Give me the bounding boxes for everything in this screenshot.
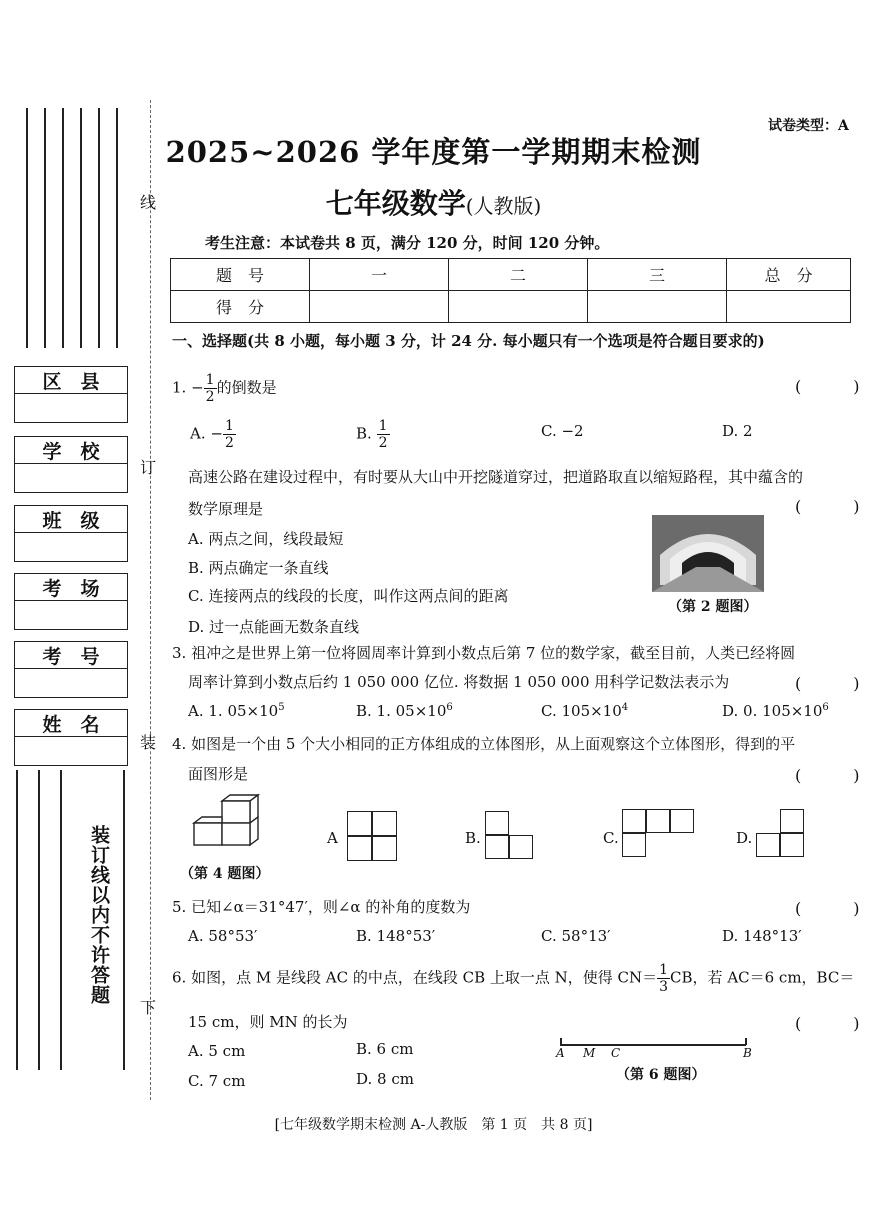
option-b[interactable]: B. 1. $05\times 10^6$	[356, 702, 453, 720]
score-header: 总 分	[727, 259, 851, 291]
option-c-grid[interactable]	[622, 809, 698, 859]
answer-parens[interactable]: ( )	[795, 766, 878, 785]
field-exam-number[interactable]	[14, 641, 128, 698]
binding-line	[123, 770, 125, 1070]
segment-tick	[745, 1038, 747, 1045]
cube-stack-figure	[188, 793, 268, 861]
option-b[interactable]: B. 两点确定一条直线	[188, 559, 329, 577]
option-d[interactable]: D. 8 cm	[356, 1070, 414, 1088]
field-class[interactable]	[14, 505, 128, 562]
page-subtitle	[0, 182, 867, 222]
score-row-label: 得 分	[171, 291, 310, 323]
option-c[interactable]: C. 58°13′	[541, 927, 611, 945]
binding-char: 下	[140, 998, 157, 1017]
option-b[interactable]: B. 6 cm	[356, 1040, 414, 1058]
binding-dashed-line	[150, 100, 151, 1100]
field-label: 考 号	[15, 642, 127, 669]
option-b-label[interactable]: B.	[465, 829, 481, 847]
score-cell[interactable]	[449, 291, 588, 323]
question-2-line: 高速公路在建设过程中，有时要从大山中开挖隧道穿过，把道路取直以缩短路程，其中蕴含的	[188, 468, 804, 486]
tunnel-icon	[652, 515, 764, 592]
point-label: M	[583, 1046, 596, 1060]
point-label: C	[611, 1046, 621, 1060]
point-label: A	[556, 1046, 565, 1060]
question-5-stem: 5. 已知∠α＝31°47′，则∠α 的补角的度数为	[172, 898, 471, 916]
question-2-line: 数学原理是	[188, 500, 264, 518]
field-name[interactable]	[14, 709, 128, 766]
page-title: 2025~2026 学年度第一学期期末检测	[165, 135, 702, 169]
score-cell[interactable]	[310, 291, 449, 323]
question-4-line: 面图形是	[188, 765, 249, 783]
binding-char: 线	[140, 193, 157, 212]
score-header: 三	[588, 259, 727, 291]
field-label: 考 场	[15, 574, 127, 601]
question-3-line: 周率计算到小数点后约 1 050 000 亿位. 将数据 1 050 000 用科学记数法表示为	[188, 673, 730, 691]
score-table	[170, 258, 851, 323]
binding-char: 订	[140, 458, 157, 477]
question-6-line: 15 cm，则 MN 的长为	[188, 1013, 348, 1031]
question-4-line: 4. 如图是一个由 5 个大小相同的正方体组成的立体图形，从上面观察这个立体图形，得到的平	[172, 735, 796, 753]
point-label: B	[743, 1046, 752, 1060]
answer-parens[interactable]: ( )	[795, 674, 878, 693]
option-d-label[interactable]: D.	[736, 829, 753, 847]
answer-parens[interactable]: ( )	[795, 1014, 878, 1033]
binding-warning: 装订线以内不许答题	[88, 825, 110, 1005]
segment-tick	[560, 1038, 562, 1045]
option-a[interactable]: A. − $\frac{1}{2}$	[190, 418, 234, 451]
answer-parens[interactable]: ( )	[795, 899, 878, 918]
field-school[interactable]	[14, 436, 128, 493]
option-c[interactable]: C. 连接两点的线段的长度，叫作这两点间的距离	[188, 587, 509, 605]
option-d[interactable]: D. 0. $105\times 10^6$	[722, 702, 829, 720]
score-header: 二	[449, 259, 588, 291]
tunnel-photo	[652, 515, 764, 592]
option-a-label[interactable]: A	[327, 829, 338, 847]
question-1-stem: 1. − $\frac{1}{2}$ 的倒数是	[172, 372, 277, 405]
option-c[interactable]: C. 7 cm	[188, 1072, 246, 1090]
option-c-label[interactable]: C.	[603, 829, 619, 847]
field-label: 区 县	[15, 367, 127, 394]
option-b-grid[interactable]	[485, 811, 545, 861]
score-cell[interactable]	[588, 291, 727, 323]
answer-parens[interactable]: ( )	[795, 497, 878, 516]
option-b[interactable]: B. $\frac{1}{2}$	[356, 418, 388, 451]
option-d[interactable]: D. 2	[722, 422, 753, 440]
option-c[interactable]: C. $105\times 10^4$	[541, 702, 629, 720]
figure-caption: （第 6 题图）	[616, 1067, 706, 1083]
subtitle-edition: (人教版)	[465, 194, 542, 218]
page-footer: [七年级数学期末检测 A-人教版 第 1 页 共 8 页]	[274, 1117, 593, 1133]
exam-notice: 考生注意：本试卷共 8 页，满分 120 分，时间 120 分钟。	[205, 234, 610, 252]
question-6-line: 6. 如图，点 M 是线段 AC 的中点，在线段 CB 上取一点 N，使得 CN＝ $\frac{1}{3}$ CB，若 AC＝6 cm，BC＝	[172, 962, 855, 995]
score-cell[interactable]	[727, 291, 851, 323]
question-3-line: 3. 祖冲之是世界上第一位将圆周率计算到小数点后第 7 位的数学家，截至目前，人类已经将圆	[172, 644, 796, 662]
option-a[interactable]: A. 1. $05\times 10^5$	[188, 702, 285, 720]
option-d-grid[interactable]	[756, 809, 808, 859]
binding-line	[38, 770, 40, 1070]
option-a[interactable]: A. 两点之间，线段最短	[188, 530, 344, 548]
option-b[interactable]: B. 148°53′	[356, 927, 436, 945]
option-a[interactable]: A. 58°53′	[188, 927, 258, 945]
answer-parens[interactable]: ( )	[795, 377, 878, 396]
field-label: 姓 名	[15, 710, 127, 737]
option-c[interactable]: C. −2	[541, 422, 584, 440]
option-d[interactable]: D. 过一点能画无数条直线	[188, 618, 360, 636]
field-label: 班 级	[15, 506, 127, 533]
option-d[interactable]: D. 148°13′	[722, 927, 802, 945]
field-exam-room[interactable]	[14, 573, 128, 630]
binding-line	[60, 770, 62, 1070]
binding-char: 装	[140, 733, 157, 752]
option-a-grid[interactable]	[347, 811, 397, 861]
section-heading: 一、选择题(共 8 小题，每小题 3 分，计 24 分. 每小题只有一个选项是符合题目要求的)	[172, 332, 765, 350]
field-label: 学 校	[15, 437, 127, 464]
figure-caption: （第 4 题图）	[180, 866, 270, 882]
subtitle-main: 七年级数学	[325, 187, 466, 220]
score-header: 一	[310, 259, 449, 291]
field-district[interactable]	[14, 366, 128, 423]
score-header: 题 号	[171, 259, 310, 291]
figure-caption: （第 2 题图）	[668, 599, 758, 615]
option-a[interactable]: A. 5 cm	[188, 1042, 246, 1060]
paper-type: 试卷类型：A	[768, 118, 849, 134]
binding-line	[16, 770, 18, 1070]
